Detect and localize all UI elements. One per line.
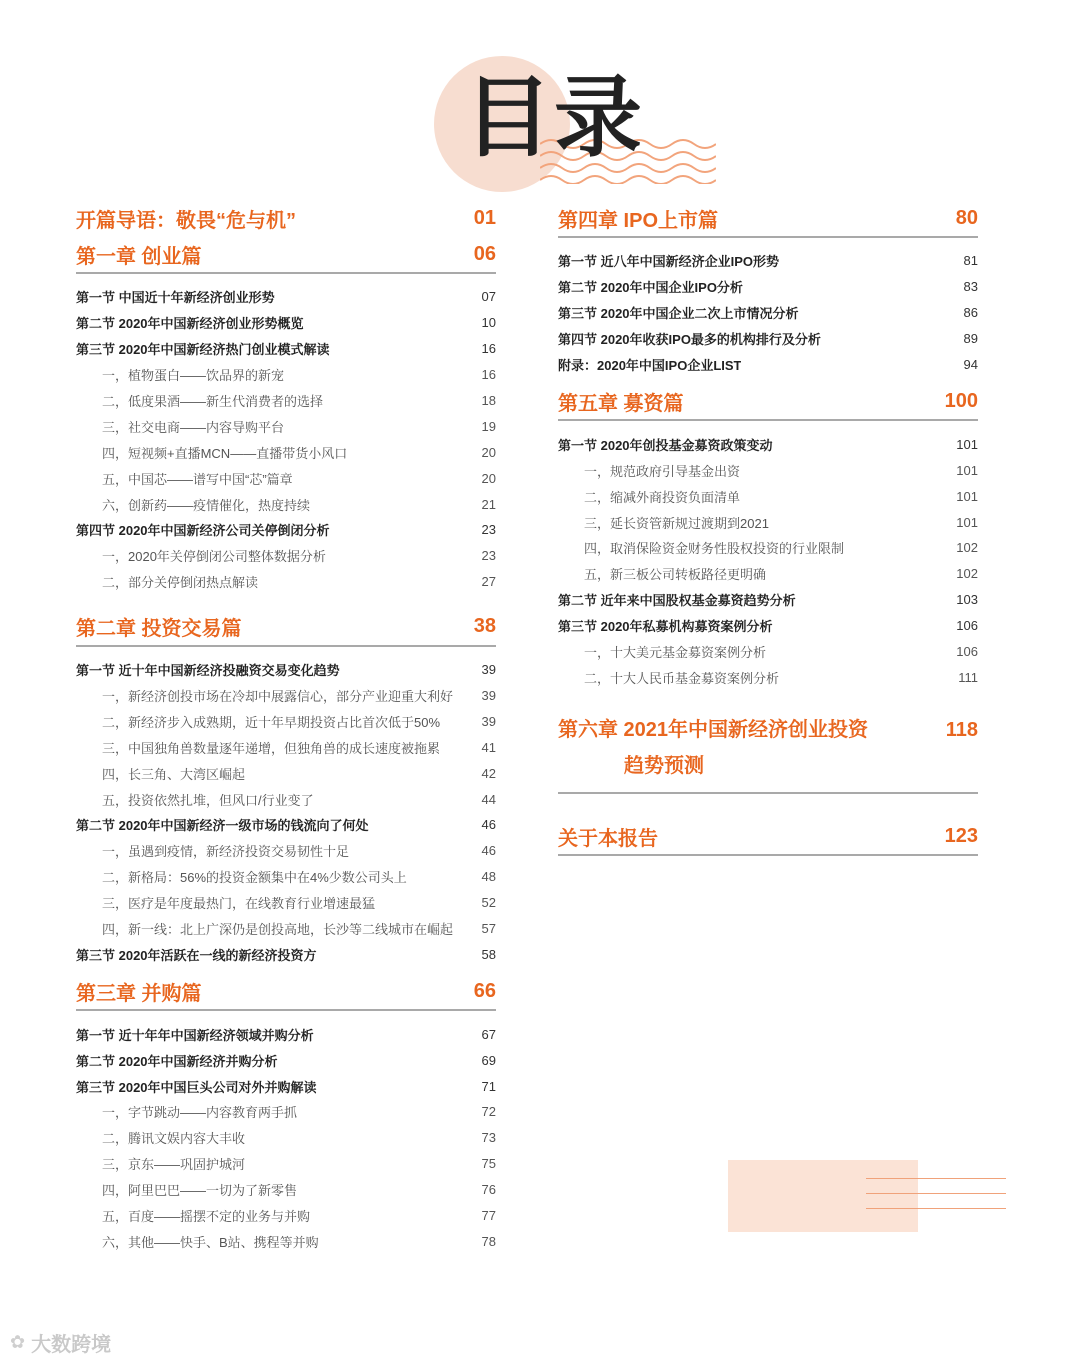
- toc-subsection-entry[interactable]: [76, 388, 496, 414]
- swirl-logo-icon: ✿: [10, 1332, 26, 1352]
- entry-title: 六，创新药——疫情催化，热度持续: [102, 497, 311, 513]
- entry-title: 一，虽遇到疫情，新经济投资交易韧性十足: [102, 844, 350, 860]
- entry-page-number: 20: [481, 470, 496, 486]
- entry-page-number: 16: [481, 341, 496, 357]
- entry-title: 二，新格局：56%的投资金额集中在4%少数公司头上: [102, 870, 407, 886]
- entry-page-number: 46: [481, 817, 496, 833]
- spacer: [76, 595, 496, 609]
- entry-page-number: 39: [481, 662, 496, 678]
- chapter-heading[interactable]: [76, 236, 496, 274]
- entry-title: 第三节 2020年私募机构募资案例分析: [558, 619, 773, 635]
- toc-subsection-entry[interactable]: [76, 734, 496, 760]
- entry-title: 第四节 2020年收获IPO最多的机构排行及分析: [558, 332, 821, 348]
- entry-page-number: 46: [481, 843, 496, 859]
- entry-title: 第三节 2020年活跃在一线的新经济投资方: [76, 947, 317, 963]
- toc-section-entry[interactable]: [76, 284, 496, 310]
- chapter-page-number: 118: [945, 719, 978, 742]
- entry-title: 二，低度果酒——新生代消费者的选择: [102, 394, 324, 409]
- spacer: [558, 804, 978, 818]
- entry-page-number: 69: [481, 1052, 496, 1068]
- watermark-text: 大数跨境: [31, 1334, 112, 1356]
- entry-title: 第三节 2020年中国巨头公司对外并购解读: [76, 1079, 317, 1095]
- toc-right-column: [558, 200, 978, 866]
- page-title: 目录: [464, 68, 645, 167]
- entry-title: 六，其他——快手、B站、携程等并购: [102, 1234, 319, 1250]
- toc-subsection-entry[interactable]: [76, 439, 496, 465]
- toc-subsection-entry[interactable]: [76, 1229, 496, 1255]
- entry-title: 一，规范政府引导基金出资: [584, 463, 741, 479]
- toc-section-entry[interactable]: [76, 941, 496, 967]
- entry-page-number: 21: [481, 496, 496, 512]
- entry-title: 一，十大美元基金募资案例分析: [584, 645, 767, 661]
- toc-section-entry[interactable]: [76, 517, 496, 543]
- chapter-title: 第三章 并购篇: [76, 982, 202, 1005]
- toc-subsection-entry[interactable]: [558, 639, 978, 665]
- entry-title: 二，腾讯文娱内容大丰收: [102, 1131, 246, 1147]
- chapter-heading[interactable]: [558, 712, 978, 794]
- entry-page-number: 81: [963, 253, 978, 269]
- entry-page-number: 10: [481, 315, 496, 331]
- toc-subsection-entry[interactable]: [558, 664, 978, 690]
- entry-title: 第一节 中国近十年新经济创业形势: [76, 290, 275, 306]
- toc-subsection-entry[interactable]: [76, 838, 496, 864]
- entry-title: 第二节 近年来中国股权基金募资趋势分析: [558, 593, 796, 609]
- entry-page-number: 111: [958, 669, 978, 685]
- toc-subsection-entry[interactable]: [76, 543, 496, 569]
- toc-subsection-entry[interactable]: [76, 1177, 496, 1203]
- toc-section-entry[interactable]: [76, 1073, 496, 1099]
- toc-section-entry[interactable]: [558, 248, 978, 274]
- entry-page-number: 67: [481, 1026, 496, 1042]
- toc-section-entry[interactable]: [76, 1047, 496, 1073]
- toc-subsection-entry[interactable]: [558, 509, 978, 535]
- entry-title: 第三节 2020年中国企业二次上市情况分析: [558, 306, 799, 322]
- entry-page-number: 94: [963, 357, 978, 372]
- toc-section-entry[interactable]: [558, 352, 978, 378]
- entry-title: 二，十大人民币基金募资案例分析: [584, 670, 780, 686]
- toc-subsection-entry[interactable]: [76, 890, 496, 916]
- chapter-title: 第二章 投资交易篇: [76, 618, 242, 641]
- entry-title: 一，2020年关停倒闭公司整体数据分析: [102, 549, 326, 565]
- toc-section-entry[interactable]: [76, 310, 496, 336]
- chapter-title-line: 第六章 2021年中国新经济创业投资: [558, 719, 869, 742]
- entry-title: 一，新经济创投市场在冷却中展露信心，部分产业迎重大利好: [102, 689, 454, 705]
- entry-page-number: 102: [956, 566, 978, 582]
- watermark: [10, 1328, 111, 1357]
- toc-subsection-entry[interactable]: [76, 491, 496, 517]
- entry-page-number: 101: [956, 514, 978, 530]
- toc-subsection-entry[interactable]: [558, 535, 978, 561]
- entry-title: 四，新一线：北上广深仍是创投高地，长沙等二线城市在崛起: [102, 922, 454, 938]
- entry-page-number: 52: [481, 895, 496, 911]
- toc-section-entry[interactable]: [76, 657, 496, 683]
- chapter-title: 开篇导语：敬畏“危与机”: [76, 209, 296, 232]
- entry-page-number: 44: [481, 791, 496, 807]
- chapter-heading[interactable]: [558, 818, 978, 856]
- entry-title: 二，缩减外商投资负面清单: [584, 489, 741, 505]
- chapter-title-line: 趋势预测: [624, 755, 704, 778]
- toc-subsection-entry[interactable]: [76, 362, 496, 388]
- entry-page-number: 57: [481, 921, 496, 937]
- toc-subsection-entry[interactable]: [558, 561, 978, 587]
- entry-page-number: 101: [956, 462, 978, 478]
- entry-page-number: 106: [956, 644, 978, 660]
- toc-section-entry[interactable]: [558, 274, 978, 300]
- entry-title: 一，植物蛋白——饮品界的新宠: [102, 368, 285, 384]
- toc-subsection-entry[interactable]: [76, 413, 496, 439]
- entry-page-number: 89: [963, 331, 978, 347]
- toc-section-entry[interactable]: [76, 812, 496, 838]
- chapter-page-number: 123: [944, 824, 978, 847]
- entry-page-number: 58: [481, 946, 496, 962]
- chapter-heading[interactable]: [76, 973, 496, 1011]
- chapter-page-number: 01: [473, 206, 496, 229]
- entry-title: 四，短视频+直播MCN——直播带货小风口: [102, 445, 348, 461]
- toc-left-column: [76, 200, 496, 1254]
- toc-section-entry[interactable]: [558, 431, 978, 457]
- entry-page-number: 76: [481, 1182, 496, 1198]
- entry-title: 三，延长资管新规过渡期到2021: [584, 515, 769, 531]
- entry-title: 第二节 2020年中国企业IPO分析: [558, 280, 743, 296]
- entry-title: 第一节 2020年创投基金募资政策变动: [558, 437, 773, 453]
- toc-subsection-entry[interactable]: [76, 786, 496, 812]
- chapter-page-number: 80: [955, 206, 978, 229]
- entry-page-number: 103: [956, 592, 978, 608]
- entry-title: 第一节 近八年中国新经济企业IPO形势: [558, 254, 780, 270]
- entry-page-number: 18: [481, 393, 496, 408]
- entry-page-number: 78: [481, 1233, 496, 1249]
- entry-title: 三，医疗是年度最热门，在线教育行业增速最猛: [102, 896, 376, 912]
- entry-page-number: 39: [481, 688, 496, 704]
- entry-title: 第一节 近十年年中国新经济领域并购分析: [76, 1027, 314, 1043]
- entry-page-number: 20: [481, 444, 496, 460]
- toc-subsection-entry[interactable]: [76, 569, 496, 595]
- entry-page-number: 07: [481, 289, 496, 305]
- entry-title: 五，百度——摇摆不定的业务与并购: [102, 1209, 311, 1225]
- toc-section-entry[interactable]: [558, 613, 978, 639]
- spacer: [558, 690, 978, 712]
- entry-title: 三，中国独角兽数量逐年递增，但独角兽的成长速度被拖累: [102, 740, 441, 756]
- entry-title: 第四节 2020年中国新经济公司关停倒闭分析: [76, 523, 330, 539]
- entry-title: 四，取消保险资金财务性股权投资的行业限制: [584, 541, 845, 557]
- chapter-heading[interactable]: [558, 200, 978, 238]
- chapter-heading[interactable]: [558, 383, 978, 421]
- chapter-title: [558, 712, 868, 784]
- entry-title: 第三节 2020年中国新经济热门创业模式解读: [76, 342, 330, 358]
- chapter-title: 第五章 募资篇: [558, 392, 684, 415]
- entry-page-number: 27: [481, 574, 496, 590]
- entry-page-number: 23: [481, 522, 496, 538]
- entry-page-number: 71: [481, 1078, 496, 1094]
- entry-title: 四，长三角、大湾区崛起: [102, 766, 246, 782]
- entry-title: 第二节 2020年中国新经济创业形势概览: [76, 316, 304, 332]
- toc-subsection-entry[interactable]: [76, 864, 496, 890]
- chapter-heading[interactable]: [76, 609, 496, 647]
- toc-subsection-entry[interactable]: [76, 1203, 496, 1229]
- toc-subsection-entry[interactable]: [76, 1151, 496, 1177]
- entry-title: 五，中国芯——谱写中国“芯”篇章: [102, 471, 293, 487]
- toc-section-entry[interactable]: [558, 300, 978, 326]
- chapter-heading[interactable]: [76, 200, 496, 236]
- toc-section-entry[interactable]: [76, 1021, 496, 1047]
- toc-subsection-entry[interactable]: [76, 1125, 496, 1151]
- toc-subsection-entry[interactable]: [76, 1099, 496, 1125]
- entry-title: 二，新经济步入成熟期，近十年早期投资占比首次低于50%: [102, 714, 441, 730]
- chapter-page-number: 06: [473, 242, 496, 265]
- entry-page-number: 41: [481, 739, 496, 755]
- entry-title: 第二节 2020年中国新经济并购分析: [76, 1053, 278, 1069]
- toc-subsection-entry[interactable]: [558, 483, 978, 509]
- entry-page-number: 77: [481, 1208, 496, 1224]
- entry-page-number: 19: [481, 418, 496, 434]
- entry-page-number: 72: [481, 1104, 496, 1120]
- toc-subsection-entry[interactable]: [76, 916, 496, 942]
- entry-title: 第一节 近十年中国新经济投融资交易变化趋势: [76, 663, 340, 679]
- chapter-title: 第四章 IPO上市篇: [558, 209, 719, 232]
- entry-page-number: 73: [481, 1130, 496, 1146]
- entry-page-number: 101: [956, 436, 978, 452]
- toc-subsection-entry[interactable]: [76, 465, 496, 491]
- toc-section-entry[interactable]: [76, 336, 496, 362]
- entry-title: 三，社交电商——内容导购平台: [102, 419, 285, 435]
- entry-page-number: 75: [481, 1156, 496, 1172]
- entry-title: 三，京东——巩固护城河: [102, 1157, 246, 1173]
- toc-subsection-entry[interactable]: [76, 683, 496, 709]
- entry-title: 五，投资依然扎堆，但风口/行业变了: [102, 792, 314, 808]
- entry-title: 第二节 2020年中国新经济一级市场的钱流向了何处: [76, 818, 369, 834]
- decorative-lines: [866, 1178, 1006, 1224]
- toc-section-entry[interactable]: [558, 326, 978, 352]
- entry-page-number: 23: [481, 548, 496, 564]
- entry-page-number: 39: [481, 713, 496, 729]
- entry-page-number: 102: [956, 540, 978, 556]
- chapter-title: 关于本报告: [558, 827, 658, 850]
- entry-page-number: 42: [481, 765, 496, 781]
- entry-title: 附录：2020年中国IPO企业LIST: [558, 358, 742, 373]
- chapter-page-number: 100: [944, 389, 978, 412]
- toc-subsection-entry[interactable]: [558, 457, 978, 483]
- chapter-page-number: 66: [473, 979, 496, 1002]
- entry-title: 五，新三板公司转板路径更明确: [584, 567, 767, 583]
- chapter-page-number: 38: [473, 615, 496, 638]
- entry-page-number: 86: [963, 305, 978, 321]
- toc-section-entry[interactable]: [558, 587, 978, 613]
- entry-page-number: 101: [956, 488, 978, 504]
- toc-subsection-entry[interactable]: [76, 760, 496, 786]
- entry-title: 四，阿里巴巴——一切为了新零售: [102, 1183, 298, 1199]
- entry-page-number: 83: [963, 279, 978, 295]
- entry-title: 二，部分关停倒闭热点解读: [102, 575, 259, 591]
- entry-page-number: 106: [956, 618, 978, 634]
- entry-title: 一，字节跳动——内容教育两手抓: [102, 1105, 298, 1121]
- entry-page-number: 48: [481, 869, 496, 885]
- toc-subsection-entry[interactable]: [76, 708, 496, 734]
- entry-page-number: 16: [481, 367, 496, 383]
- chapter-title: 第一章 创业篇: [76, 245, 202, 268]
